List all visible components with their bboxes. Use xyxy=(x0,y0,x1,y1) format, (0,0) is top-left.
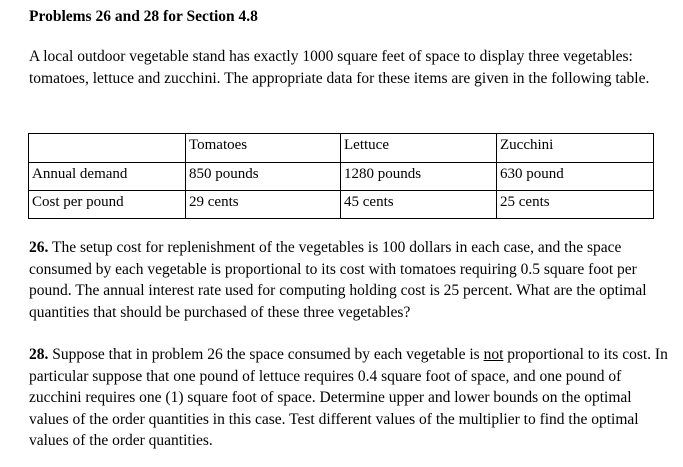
emphasis-underline: not xyxy=(483,346,504,363)
table-row-label: Cost per pound xyxy=(29,191,186,219)
vegetable-data-table xyxy=(28,133,654,219)
table-row xyxy=(29,163,654,191)
problem-number: 28. xyxy=(29,346,49,363)
table-cell: 25 cents xyxy=(497,191,654,219)
table-header-cell: Tomatoes xyxy=(186,134,341,163)
problem-26 xyxy=(29,237,669,323)
problem-text: Suppose that in problem 26 the space consumed by each vegetable is xyxy=(48,346,484,363)
problem-text: The setup cost for replenishment of the vegetables is 100 dollars in each case, and the space consumed by each vegetable is proportional to its cost with tomatoes requiring 0.5 square foot per pound. The annual interest rate used for computing holding cost is 25 percent. What are the optimal quantities that should be purchased of these three vegetables? xyxy=(29,239,647,321)
table-cell: 29 cents xyxy=(186,191,341,219)
problem-number: 26. xyxy=(29,239,49,256)
table-cell: 45 cents xyxy=(341,191,497,219)
table-cell: 630 pound xyxy=(497,163,654,191)
table-header-cell: Lettuce xyxy=(341,134,497,163)
table-header-cell: Zucchini xyxy=(497,134,654,163)
section-heading: Problems 26 and 28 for Section 4.8 xyxy=(29,8,258,25)
problem-text: proportional to its cost. In particular suppose that one pound of lettuce requires 0.4 square foot of space, and one pound of zucchini requires one (1) square foot of space. Determine upper and lower bounds on the optimal values of the order quantities in this case. Test different values of the multiplier to find the optimal values of the order quantities. xyxy=(29,346,668,449)
table-cell: 850 pounds xyxy=(186,163,341,191)
table-row-label: Annual demand xyxy=(29,163,186,191)
table-header-cell xyxy=(29,134,186,163)
problem-28 xyxy=(29,344,669,452)
intro-paragraph: A local outdoor vegetable stand has exactly 1000 square feet of space to display three vegetables: tomatoes, lettuce and zucchini. The appropriate data for these items are given in the following table. xyxy=(29,48,650,87)
table-row xyxy=(29,191,654,219)
table-cell: 1280 pounds xyxy=(341,163,497,191)
table-header-row xyxy=(29,134,654,163)
